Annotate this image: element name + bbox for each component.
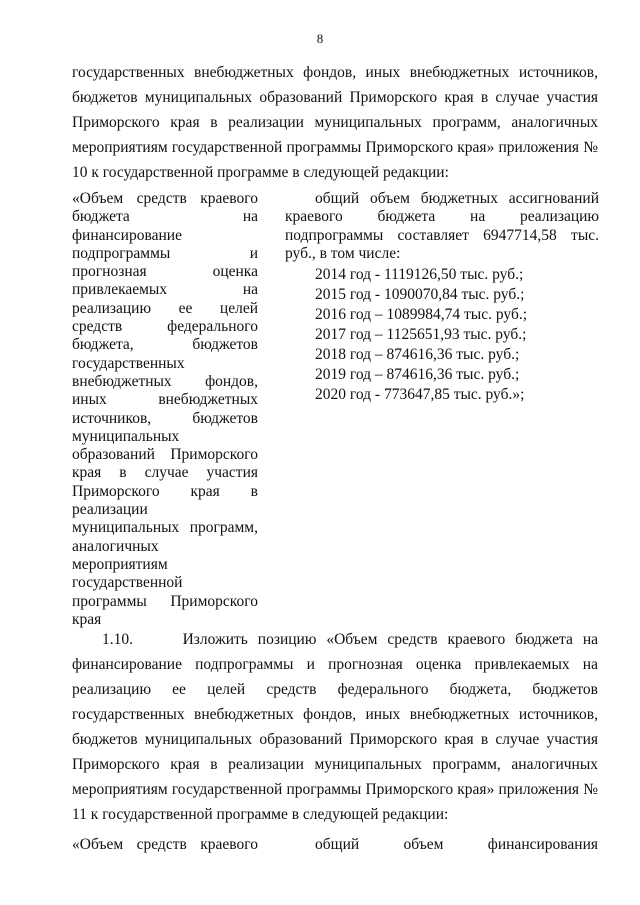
year-item: 2016 год – 1089984,74 тыс. руб.; [315, 306, 528, 324]
table-1-right-cell [285, 190, 599, 405]
paragraph-2-number: 1.10. [102, 631, 133, 648]
year-item: 2020 год - 773647,85 тыс. руб.»; [315, 386, 525, 404]
year-item: 2014 год - 1119126,50 тыс. руб.; [315, 266, 524, 284]
paragraph-1: государственных внебюджетных фондов, иных внебюджетных источников, бюджетов муниципальных образований Приморского края в случае участия Приморского края в реализации муниципальных программ, аналогичных мероприятиям государственной программы Приморского края» приложения № 10 к государственной программе в следующей редакции: [72, 64, 598, 181]
year-item: 2019 год – 874616,36 тыс. руб.; [315, 366, 520, 384]
year-item: 2015 год - 1090070,84 тыс. руб.; [315, 286, 525, 304]
table-1-left-cell [72, 190, 258, 629]
year-item: 2017 год – 1125651,93 тыс. руб.; [315, 326, 527, 344]
table-2-left-cell: «Объем средств краевого [72, 836, 258, 853]
table-1-left-text: «Объем средств краевого бюджета на финансирование подпрограммы и прогнозная оценка привлекаемых на реализацию ее целей средств федерального бюджета, бюджетов государственных внебюджетных фондов, иных внебюджетных источников, бюджетов муниципальных образований Приморского края в случае участия Приморского края в реализации муниципальных программ, аналогичных мероприятиям государственной программы Приморского [72, 190, 258, 610]
table-1-left-last-line: края [72, 610, 102, 628]
table-2-right-cell: общий объем финансирования [315, 836, 598, 853]
year-item: 2018 год – 874616,36 тыс. руб.; [315, 346, 520, 364]
paragraph-2-text: Изложить позицию «Объем средств краевого бюджета на финансирование подпрограммы и прогнозная оценка привлекаемых на реализацию ее целей средств федерального бюджета, бюджетов государственных внебюджетных фондов, иных внебюджетных источников, бюджетов муниципальных образований Приморского края в случае участия Приморского края в реализации муниципальных программ, аналогичных мероприятиям государственной программы Приморского края» приложения № 11 к государственной программе в следующей редакции: [72, 631, 598, 823]
table-1-right-intro: общий объем бюджетных ассигнований краевого бюджета на реализацию подпрограммы составляет 6947714,58 тыс. руб., в том числе: [285, 190, 599, 262]
page-number: 8 [316, 31, 324, 46]
year-list [315, 265, 599, 405]
paragraph-2 [72, 627, 598, 827]
